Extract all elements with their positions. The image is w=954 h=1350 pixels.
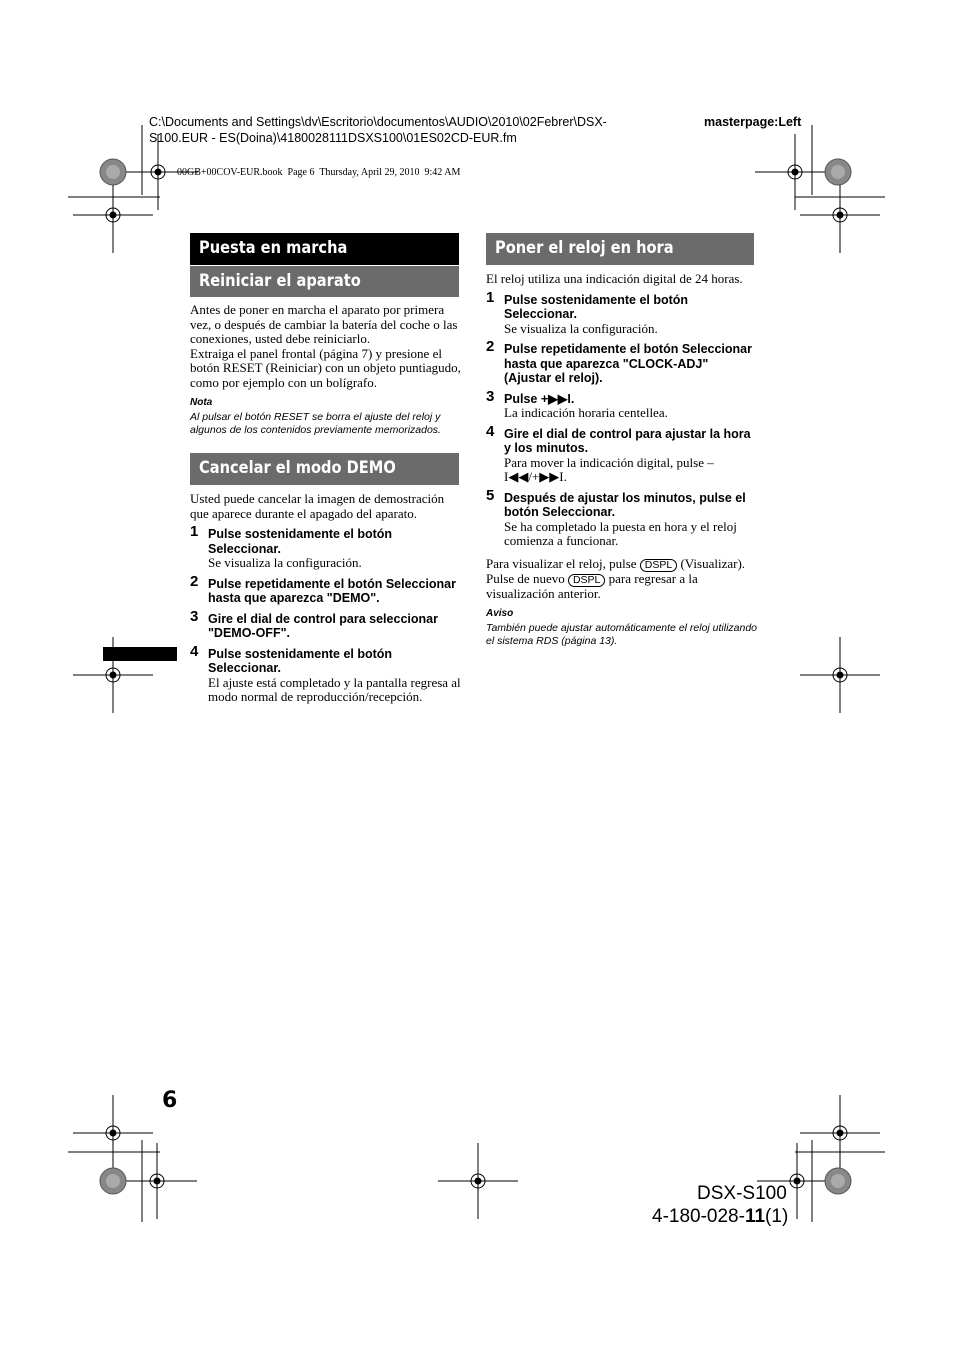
color-target-icon — [100, 1168, 126, 1194]
note-title: Nota — [190, 397, 213, 408]
dspl-key: DSPL — [640, 559, 677, 572]
step-number: 2 — [486, 338, 495, 355]
step-number: 4 — [486, 422, 495, 440]
step-title: Gire el dial de control para seleccionar "DEMO-OFF". — [208, 611, 438, 640]
path-line-2: S100.EUR - ES(Doina)\4180028111DSXS100\01ES02CD-EUR.fm — [149, 131, 517, 145]
dspl-key: DSPL — [568, 574, 605, 587]
color-target-icon — [825, 1168, 851, 1194]
step-detail: El ajuste está completado y la pantalla regresa al modo normal de reproducción/recepción. — [208, 674, 461, 704]
part-number: 4-180-028-11(1) — [652, 1206, 789, 1227]
registration-mark-icon — [755, 134, 835, 210]
aviso-text: También puede ajustar automáticamente el reloj utilizando el sistema RDS (página 13). — [486, 621, 758, 647]
step-title: Pulse repetidamente el botón Seleccionar hasta que aparezca "CLOCK-ADJ" (Ajustar el reloj). — [504, 342, 752, 385]
step-number: 3 — [486, 387, 495, 405]
registration-mark-icon — [438, 1143, 518, 1219]
registration-mark-icon — [800, 637, 880, 713]
color-target-icon — [100, 159, 126, 185]
section-title-reiniciar: Reiniciar el aparato — [190, 265, 459, 297]
reset-text-2: Extraiga el panel frontal (página 7) y presione el botón RESET (Reiniciar) con un objeto puntiagudo, como por ejemplo con un bolígrafo. — [190, 345, 461, 390]
model-name: DSX-S100 — [697, 1183, 787, 1204]
section-title-puesta: Puesta en marcha — [190, 233, 459, 265]
registration-mark-icon — [73, 637, 153, 713]
page-number: 6 — [162, 1088, 178, 1113]
step-detail: Para mover la indicación digital, pulse – I◀◀/+▶▶I. — [504, 454, 714, 484]
step-title: Después de ajustar los minutos, pulse el botón Seleccionar. — [504, 490, 746, 519]
step-title: Pulse sostenidamente el botón Seleccionar. — [504, 292, 689, 321]
step-detail: Se visualiza la configuración. — [208, 555, 362, 570]
registration-mark-icon — [73, 177, 153, 253]
masterpage-label: masterpage:Left — [704, 115, 802, 129]
dspl-text-b: (Visualizar). Pulse de nuevo — [486, 555, 746, 586]
dspl-text-c: para regresar a la visualización anterior. — [486, 570, 698, 601]
aviso-title: Aviso — [486, 608, 514, 619]
step-title: Pulse repetidamente el botón Seleccionar hasta que aparezca "DEMO". — [208, 576, 456, 605]
demo-intro: Usted puede cancelar la imagen de demostración que aparece durante el apagado del aparato. — [190, 491, 445, 521]
step-detail: Se ha completado la puesta en hora y el reloj comienza a funcionar. — [504, 518, 737, 548]
step-title: Pulse +▶▶I. — [504, 391, 575, 406]
step-number: 3 — [190, 607, 199, 625]
path-line-1: C:\Documents and Settings\dv\Escritorio\documentos\AUDIO\2010\02Febrer\DSX- — [149, 115, 607, 129]
step-detail: La indicación horaria centellea. — [504, 405, 668, 420]
color-target-icon — [825, 159, 851, 185]
clock-intro: El reloj utiliza una indicación digital de 24 horas. — [486, 271, 743, 286]
step-number: 5 — [486, 486, 495, 504]
step-title: Pulse sostenidamente el botón Seleccionar. — [208, 527, 393, 556]
step-number: 1 — [486, 288, 495, 306]
step-number: 2 — [190, 572, 199, 590]
registration-mark-icon — [117, 1143, 197, 1219]
registration-mark-icon — [118, 134, 198, 210]
reset-text: Antes de poner en marcha el aparato por primera vez, o después de cambiar la batería del coche o las conexiones, usted debe reiniciarlo. — [190, 302, 458, 346]
note-text: Al pulsar el botón RESET se borra el ajuste del reloj y algunos de los contenidos previamente memorizados. — [190, 410, 441, 436]
step-number: 1 — [190, 523, 199, 540]
section-title-demo: Cancelar el modo DEMO — [190, 453, 459, 485]
step-title: Pulse sostenidamente el botón Seleccionar. — [208, 646, 393, 675]
step-title: Gire el dial de control para ajustar la hora y los minutos. — [504, 426, 751, 455]
step-detail: Se visualiza la configuración. — [504, 320, 658, 336]
registration-mark-icon — [73, 1095, 153, 1171]
step-number: 4 — [190, 642, 199, 660]
dspl-text-a: Para visualizar el reloj, pulse — [486, 555, 637, 571]
book-info: 00GB+00COV-EUR.book Page 6 Thursday, April 29, 2010 9:42 AM — [177, 167, 461, 178]
section-title-reloj: Poner el reloj en hora — [486, 233, 754, 265]
